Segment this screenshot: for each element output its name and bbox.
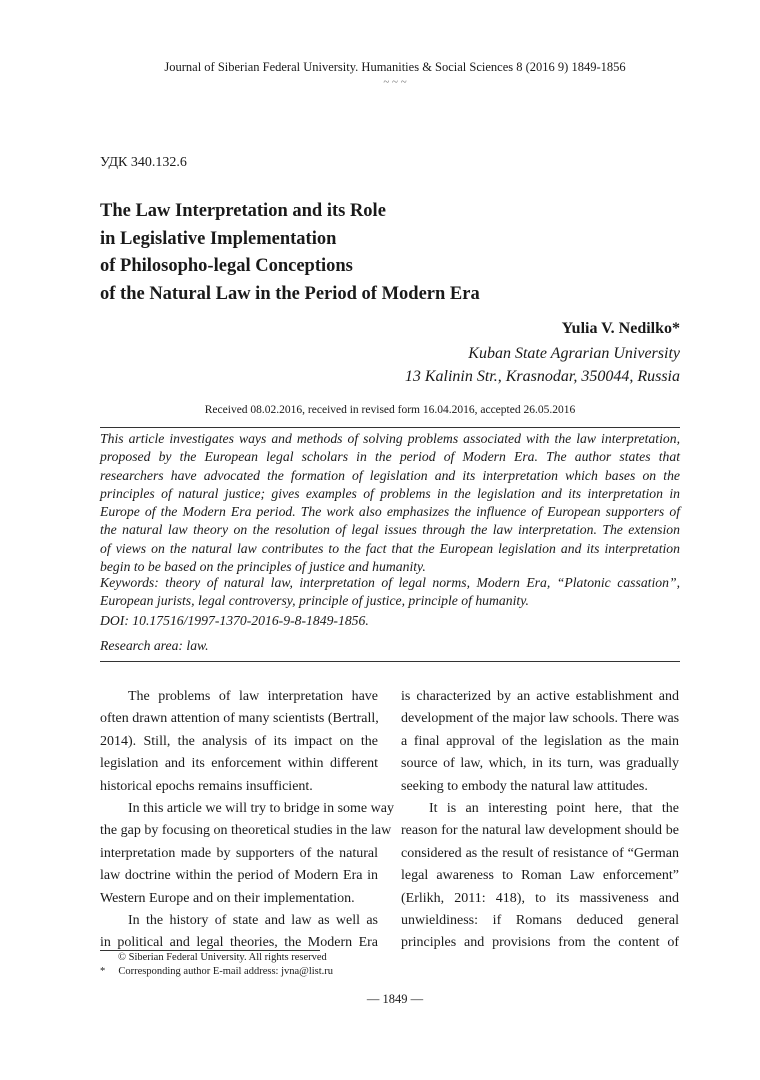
text-line: begin to be based on the principles of justice and humanity. xyxy=(100,559,426,575)
journal-header: Journal of Siberian Federal University. Humanities & Social Sciences 8 (2016 9) 1849-1856 xyxy=(164,60,626,74)
author-name: Yulia V. Nedilko* xyxy=(561,320,680,337)
body-line: 2014). Still, the analysis of its impact on the xyxy=(100,733,378,749)
page-number: — 1849 — xyxy=(366,992,424,1006)
text-line: of views on the natural law contributes to the fact that the European legislation and its interpretation xyxy=(100,540,680,556)
body-line: (Erlikh, 2011: 418), to its massiveness and xyxy=(401,890,679,906)
body-line: considered as the result of resistance of “German xyxy=(401,845,679,861)
author-address: 13 Kalinin Str., Krasnodar, 350044, Russia xyxy=(404,368,680,385)
body-line: source of law, which, in its turn, was gradually xyxy=(401,756,679,772)
body-line: legal awareness to Roman Law enforcement” xyxy=(401,868,679,884)
divider xyxy=(100,427,680,428)
article-title xyxy=(100,198,480,308)
text-line: This article investigates ways and methods of solving problems associated with the law interpretation, xyxy=(100,431,680,446)
body-line: in political and legal theories, the Modern Era xyxy=(100,935,378,951)
received-dates: Received 08.02.2016, received in revised form 16.04.2016, accepted 26.05.2016 xyxy=(204,404,576,416)
body-line: a final approval of the legislation as the main xyxy=(401,733,679,749)
text-line: researchers have advocated the formation of legislation and its interpretation which bases on the xyxy=(100,467,680,483)
body-line: often drawn attention of many scientists (Bertrall, xyxy=(100,711,379,727)
body-line: In the history of state and law as well as xyxy=(128,913,378,929)
abstract xyxy=(100,430,680,576)
text-line: Keywords: theory of natural law, interpretation of legal norms, Modern Era, “Platonic cassation”, xyxy=(100,575,680,590)
body-line: the gap by focusing on theoretical studies in the law xyxy=(100,823,392,839)
body-line: unwieldiness: if Romans deduced general xyxy=(401,913,679,929)
text-line: proposed by the European legal scholars in the period of Modern Era. The author states that xyxy=(100,449,680,465)
body-line: Western Europe and on their implementation. xyxy=(100,890,355,906)
body-line: legislation and its enforcement within different xyxy=(100,756,378,772)
text-line: Europe of the Modern Era period. The work also emphasizes the influence of European supporters of xyxy=(100,504,680,520)
body-line: The problems of law interpretation have xyxy=(128,689,378,704)
footnote-divider xyxy=(100,950,320,951)
body-column-right xyxy=(401,686,679,955)
body-line: In this article we will try to bridge in some way xyxy=(128,801,394,817)
title-line: in Legislative Implementation xyxy=(100,228,337,249)
udk-code: УДК 340.132.6 xyxy=(100,155,187,170)
header-separator: ~ ~ ~ xyxy=(383,76,407,88)
body-line: historical epochs remains insufficient. xyxy=(100,778,313,794)
title-line: of Philosopho-legal Conceptions xyxy=(100,256,353,276)
corresponding-author-footnote: * Corresponding author E-mail address: jvna@list.ru xyxy=(100,966,334,977)
body-line: It is an interesting point here, that the xyxy=(429,801,679,817)
text-line: the natural law theory on the resolution of legal issues through the law interpretation. The extension xyxy=(100,522,680,538)
body-line: law doctrine within the period of Modern Era in xyxy=(100,868,378,884)
title-line: The Law Interpretation and its Role xyxy=(100,201,386,221)
doi: DOI: 10.17516/1997-1370-2016-9-8-1849-1856. xyxy=(100,613,369,628)
text-line: principles of natural justice; gives examples of problems in the legislation and its interpretation in xyxy=(100,485,680,501)
copyright-footnote: © Siberian Federal University. All rights reserved xyxy=(118,952,327,963)
body-column-left xyxy=(100,686,394,955)
text-line: European jurists, legal controversy, principle of justice, principle of humanity. xyxy=(100,593,529,609)
research-area: Research area: law. xyxy=(100,638,209,653)
divider xyxy=(100,661,680,662)
keywords xyxy=(100,574,680,611)
body-line: interpretation made by supporters of the natural xyxy=(100,845,378,861)
body-line: development of the major law schools. There was xyxy=(401,711,680,727)
title-line: of the Natural Law in the Period of Modern Era xyxy=(100,283,480,304)
author-affiliation: Kuban State Agrarian University xyxy=(468,345,680,362)
body-line: seeking to embody the natural law attitudes. xyxy=(401,778,648,794)
body-line: is characterized by an active establishment and xyxy=(401,689,679,704)
body-line: reason for the natural law development should be xyxy=(401,823,679,839)
body-line: principles and provisions from the content of xyxy=(401,935,679,951)
